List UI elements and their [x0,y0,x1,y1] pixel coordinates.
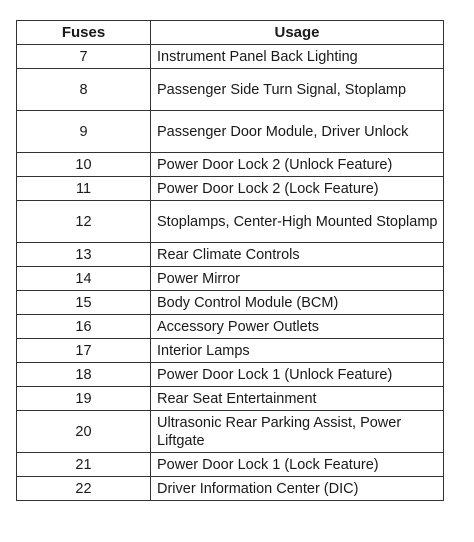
fuse-number: 14 [17,267,151,291]
fuse-number: 8 [17,69,151,111]
table-row [17,111,444,153]
fuse-number: 19 [17,387,151,411]
fuse-usage: Stoplamps, Center-High Mounted Stoplamp [151,201,444,243]
column-header-usage: Usage [151,21,444,45]
fuse-number: 18 [17,363,151,387]
column-header-fuses: Fuses [17,21,151,45]
fuse-usage: Rear Seat Entertainment [151,387,444,411]
fuse-number: 13 [17,243,151,267]
fuse-usage: Accessory Power Outlets [151,315,444,339]
fuse-number: 17 [17,339,151,363]
fuse-number: 20 [17,411,151,453]
fuse-usage: Driver Information Center (DIC) [151,477,444,501]
fuse-usage: Instrument Panel Back Lighting [151,45,444,69]
fuse-number: 21 [17,453,151,477]
fuse-usage: Power Door Lock 1 (Lock Feature) [151,453,444,477]
table-row [17,45,444,69]
fuse-usage: Ultrasonic Rear Parking Assist, Power Liftgate [151,411,444,453]
fuse-number: 16 [17,315,151,339]
fuse-usage: Interior Lamps [151,339,444,363]
fuse-number: 15 [17,291,151,315]
table-row [17,387,444,411]
fuse-usage: Power Door Lock 2 (Unlock Feature) [151,153,444,177]
fuse-table-container [16,20,443,501]
table-row [17,69,444,111]
fuse-usage: Passenger Side Turn Signal, Stoplamp [151,69,444,111]
fuse-number: 12 [17,201,151,243]
fuse-number: 22 [17,477,151,501]
table-row [17,201,444,243]
fuse-usage: Passenger Door Module, Driver Unlock [151,111,444,153]
table-row [17,363,444,387]
table-row [17,339,444,363]
fuse-number: 10 [17,153,151,177]
fuse-number: 9 [17,111,151,153]
fuse-number: 7 [17,45,151,69]
table-row [17,291,444,315]
table-row [17,315,444,339]
table-row [17,177,444,201]
fuse-usage: Power Mirror [151,267,444,291]
table-header-row [17,21,444,45]
table-row [17,243,444,267]
fuse-usage: Body Control Module (BCM) [151,291,444,315]
table-row [17,477,444,501]
fuse-usage: Rear Climate Controls [151,243,444,267]
fuse-usage: Power Door Lock 2 (Lock Feature) [151,177,444,201]
fuse-usage: Power Door Lock 1 (Unlock Feature) [151,363,444,387]
fuse-usage-table [16,20,444,501]
table-row [17,453,444,477]
fuse-number: 11 [17,177,151,201]
table-row [17,153,444,177]
table-row [17,411,444,453]
table-row [17,267,444,291]
